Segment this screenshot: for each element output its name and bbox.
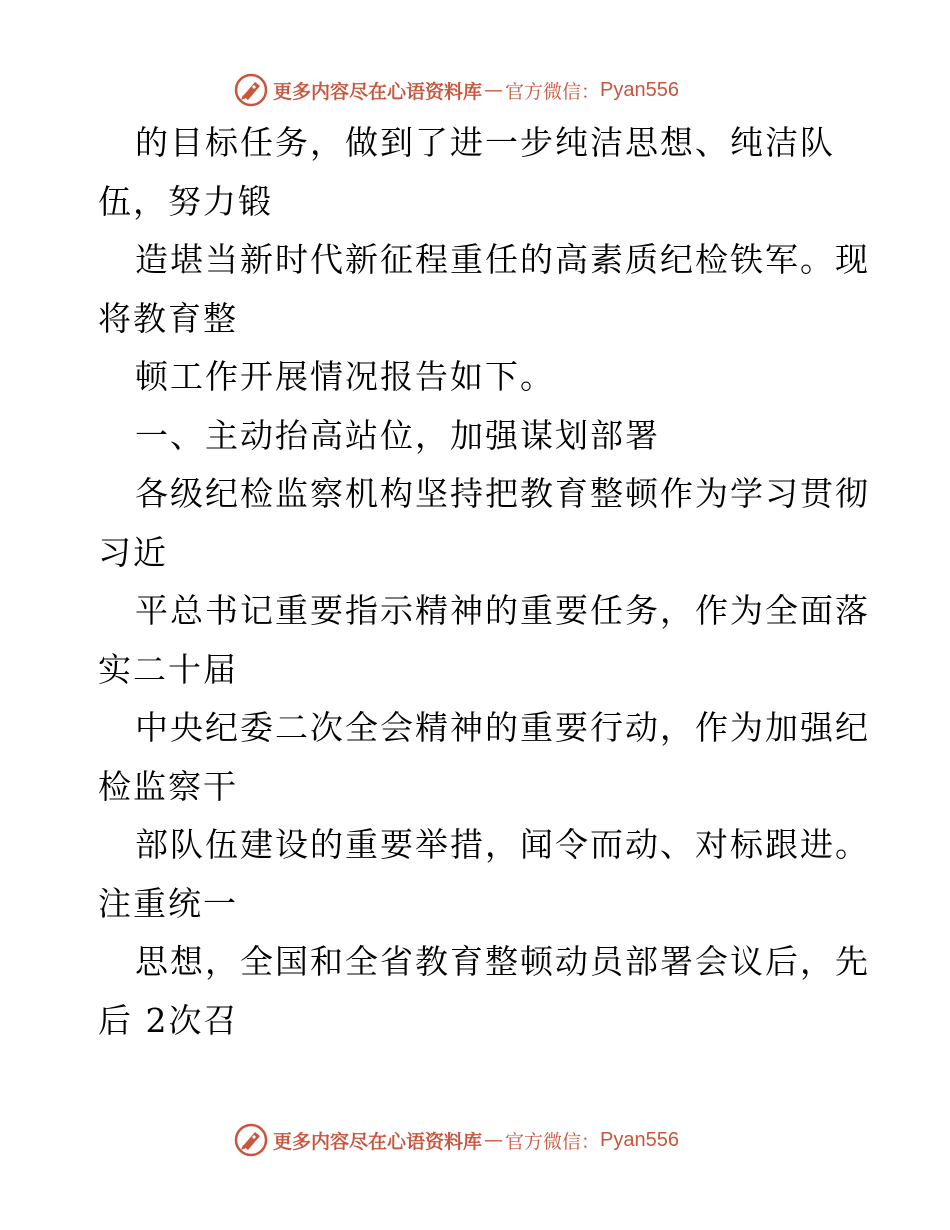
document-body <box>98 114 870 1050</box>
text-line: 检监察干 <box>98 766 238 806</box>
watermark-wechat-label: 官方微信： <box>505 80 601 103</box>
text-line: 将教育整 <box>98 298 238 338</box>
text-line: 注重统一 <box>98 883 238 923</box>
text-line: 实二十届 <box>98 649 238 689</box>
text-line: 中央纪委二次全会精神的重要行动，作为加强纪 <box>135 708 870 747</box>
watermark-separator: — <box>484 1129 504 1151</box>
text-line: 平总书记重要指示精神的重要任务，作为全面落 <box>135 591 870 630</box>
watermark-title: 更多内容尽在心语资料库 <box>273 80 483 103</box>
watermark-wechat-id: Pyan556 <box>600 78 679 101</box>
text-line: 顿工作开展情况报告如下。 <box>135 357 555 396</box>
text-line: 习近 <box>98 532 168 572</box>
watermark-wechat-label: 官方微信： <box>505 1130 601 1153</box>
footer-watermark <box>233 1120 679 1160</box>
pen-nib-logo-icon <box>233 72 269 108</box>
section-heading: 一、主动抬高站位，加强谋划部署 <box>135 415 660 455</box>
text-line: 思想，全国和全省教育整顿动员部署会议后，先 <box>135 942 870 981</box>
text-line: 造堪当新时代新征程重任的高素质纪检铁军。现 <box>135 240 870 279</box>
watermark-wechat-id: Pyan556 <box>600 1128 679 1151</box>
header-watermark <box>233 70 679 110</box>
text-line: 部队伍建设的重要举措，闻令而动、对标跟进。 <box>135 825 870 864</box>
text-line: 各级纪检监察机构坚持把教育整顿作为学习贯彻 <box>135 474 870 513</box>
watermark-title: 更多内容尽在心语资料库 <box>273 1130 483 1153</box>
pen-nib-logo-icon <box>233 1122 269 1158</box>
text-line: 后 2次召 <box>98 1000 239 1040</box>
watermark-separator: — <box>484 79 504 101</box>
text-line: 的目标任务，做到了进一步纯洁思想、纯洁队 <box>135 123 835 162</box>
text-line: 伍，努力锻 <box>98 181 273 221</box>
